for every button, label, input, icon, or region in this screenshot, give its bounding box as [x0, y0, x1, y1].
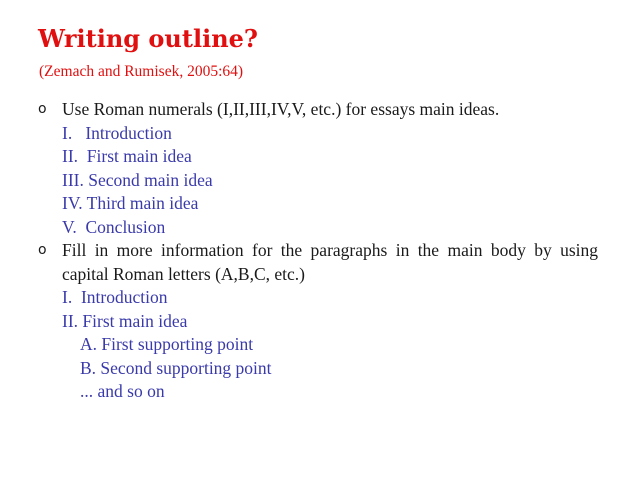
- outline-item: II. First main idea: [62, 310, 188, 331]
- bullet-marker: o: [38, 242, 47, 258]
- slide-body: [38, 98, 598, 404]
- bullet-text: Fill in more information for the paragraphs in the main body by using capital Roman letters (A,B,C, etc.): [62, 240, 598, 284]
- bullet-roman-numerals: [38, 98, 598, 239]
- bullet-capital-letters: [38, 239, 598, 404]
- bullet-text: Use Roman numerals (I,II,III,IV,V, etc.) for essays main ideas.: [62, 99, 500, 119]
- outline-item: IV. Third main idea: [62, 193, 199, 213]
- outline-subitem: A. First supporting point: [80, 334, 254, 354]
- citation: (Zemach and Rumisek, 2005:64): [39, 63, 244, 80]
- outline-subitem: ... and so on: [80, 381, 165, 401]
- outline-item: II. First main idea: [62, 146, 192, 166]
- outline-subitem: B. Second supporting point: [80, 357, 272, 378]
- bullet-marker: o: [38, 101, 47, 117]
- outline-item: V. Conclusion: [62, 216, 166, 237]
- outline-item: I. Introduction: [62, 122, 172, 143]
- slide-title: Writing outline?: [38, 24, 258, 53]
- outline-item: III. Second main idea: [62, 169, 213, 190]
- outline-list: [62, 286, 598, 404]
- outline-item: I. Introduction: [62, 287, 168, 307]
- outline-list: [62, 122, 598, 240]
